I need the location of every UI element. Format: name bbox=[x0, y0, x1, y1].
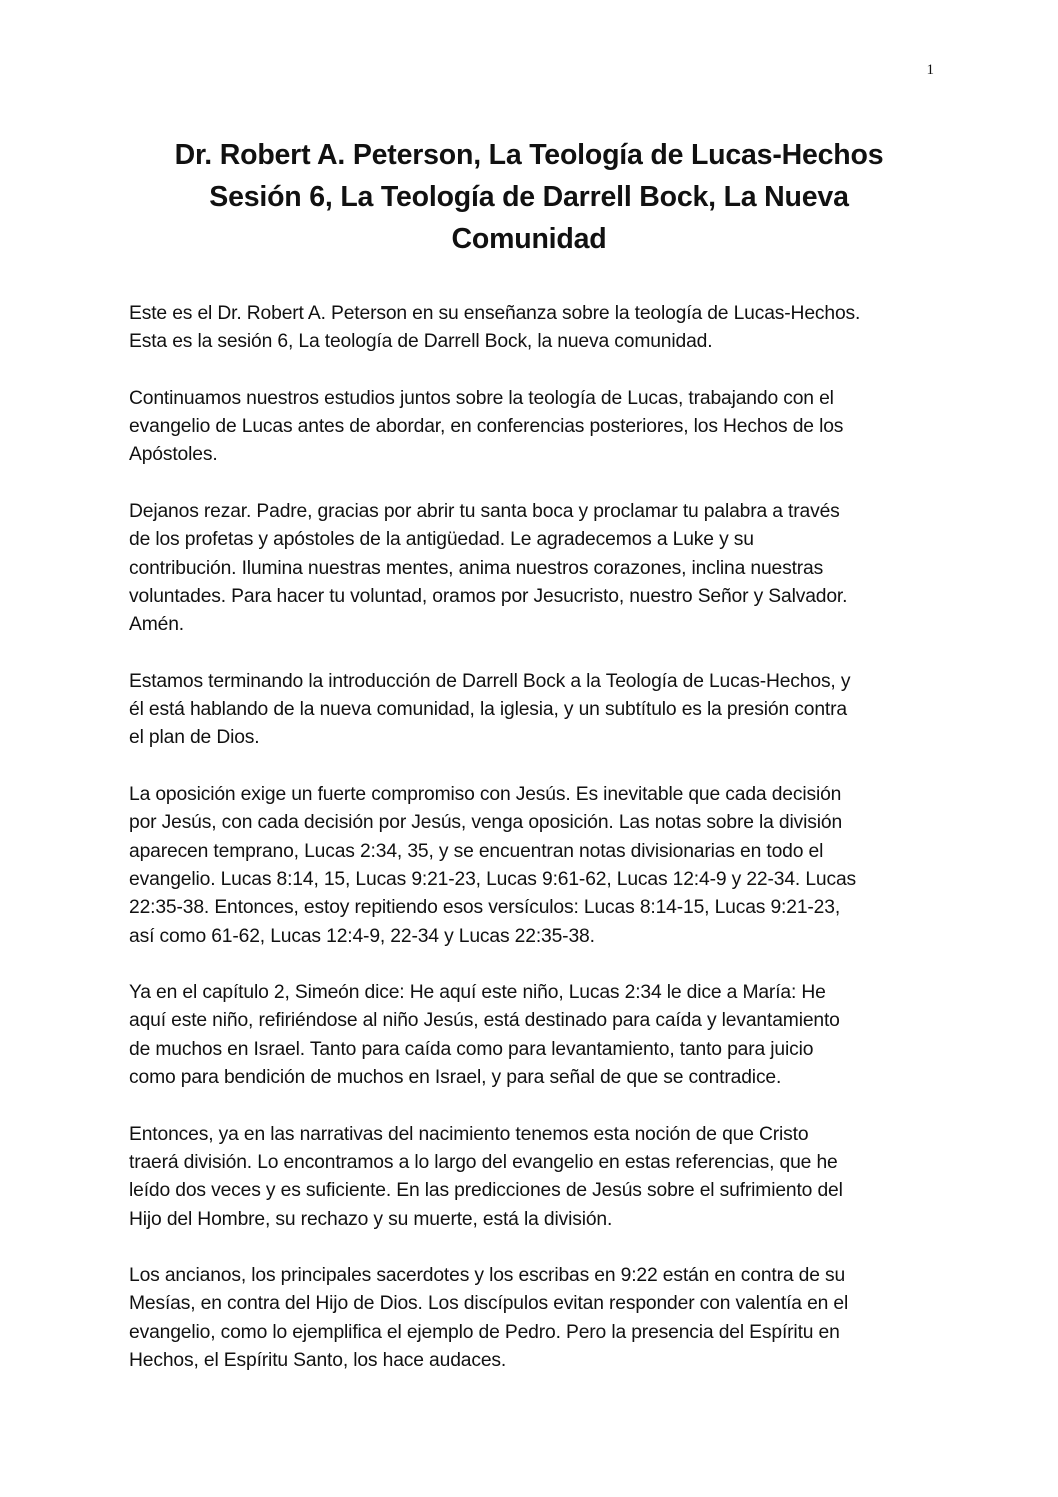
text-line: Los ancianos, los principales sacerdotes y los escribas en 9:22 están en contra de su bbox=[129, 1265, 846, 1287]
text-line: Apóstoles. bbox=[129, 444, 218, 466]
paragraph-introduction-end bbox=[129, 668, 929, 753]
text-line: como para bendición de muchos en Israel, y para señal de que se contradice. bbox=[129, 1067, 782, 1089]
text-line: Este es el Dr. Robert A. Peterson en su enseñanza sobre la teología de Lucas-Hechos. bbox=[129, 303, 861, 324]
document-title bbox=[110, 134, 948, 260]
paragraph-prayer bbox=[129, 498, 929, 639]
paragraph-opposition bbox=[129, 781, 929, 951]
title-line: Dr. Robert A. Peterson, La Teología de Lucas-Hechos bbox=[174, 139, 884, 171]
paragraph-intro bbox=[129, 300, 929, 357]
text-line: Hijo del Hombre, su rechazo y su muerte, está la división. bbox=[129, 1208, 613, 1230]
page-number: 1 bbox=[926, 62, 934, 78]
text-line: Esta es la sesión 6, La teología de Darrell Bock, la nueva comunidad. bbox=[129, 331, 713, 353]
paragraph-simeon bbox=[129, 979, 929, 1092]
text-line: Continuamos nuestros estudios juntos sobre la teología de Lucas, trabajando con el bbox=[129, 387, 834, 409]
text-line: por Jesús, con cada decisión por Jesús, venga oposición. Las notas sobre la división bbox=[129, 812, 843, 834]
text-line: evangelio, como lo ejemplifica el ejemplo de Pedro. Pero la presencia del Espíritu en bbox=[129, 1321, 840, 1343]
text-line: aparecen temprano, Lucas 2:34, 35, y se encuentran notas divisionarias en todo el bbox=[129, 840, 824, 862]
text-line: La oposición exige un fuerte compromiso con Jesús. Es inevitable que cada decisión bbox=[129, 784, 842, 806]
paragraph-elders bbox=[129, 1262, 929, 1375]
text-line: de muchos en Israel. Tanto para caída como para levantamiento, tanto para juicio bbox=[129, 1038, 814, 1060]
text-line: el plan de Dios. bbox=[129, 727, 260, 749]
paragraph-birth-narratives bbox=[129, 1121, 929, 1234]
text-line: evangelio. Lucas 8:14, 15, Lucas 9:21-23, Lucas 9:61-62, Lucas 12:4-9 y 22-34. Lucas bbox=[129, 868, 857, 890]
text-line: Estamos terminando la introducción de Darrell Bock a la Teología de Lucas-Hechos, y bbox=[129, 670, 851, 692]
text-line: leído dos veces y es suficiente. En las predicciones de Jesús sobre el sufrimiento del bbox=[129, 1180, 843, 1202]
text-line: voluntades. Para hacer tu voluntad, oramos por Jesucristo, nuestro Señor y Salvador. bbox=[129, 585, 848, 607]
text-line: Entonces, ya en las narrativas del nacimiento tenemos esta noción de que Cristo bbox=[129, 1123, 809, 1145]
text-line: Mesías, en contra del Hijo de Dios. Los discípulos evitan responder con valentía en el bbox=[129, 1293, 849, 1315]
document-body bbox=[129, 300, 929, 1404]
text-line: contribución. Ilumina nuestras mentes, anima nuestros corazones, inclina nuestras bbox=[129, 557, 824, 579]
text-line: de los profetas y apóstoles de la antigüedad. Le agradecemos a Luke y su bbox=[129, 529, 754, 551]
paragraph-continuation bbox=[129, 385, 929, 470]
text-line: así como 61-62, Lucas 12:4-9, 22-34 y Lucas 22:35-38. bbox=[129, 925, 595, 947]
text-line: Ya en el capítulo 2, Simeón dice: He aquí este niño, Lucas 2:34 le dice a María: He bbox=[129, 982, 826, 1004]
text-line: él está hablando de la nueva comunidad, la iglesia, y un subtítulo es la presión contra bbox=[129, 699, 847, 721]
title-line: Comunidad bbox=[451, 223, 607, 255]
text-line: aquí este niño, refiriéndose al niño Jesús, está destinado para caída y levantamiento bbox=[129, 1010, 840, 1032]
text-line: Amén. bbox=[129, 614, 184, 636]
title-line: Sesión 6, La Teología de Darrell Bock, La Nueva bbox=[209, 181, 849, 213]
text-line: traerá división. Lo encontramos a lo largo del evangelio en estas referencias, que he bbox=[129, 1151, 838, 1173]
text-line: Hechos, el Espíritu Santo, los hace audaces. bbox=[129, 1349, 507, 1371]
text-line: 22:35-38. Entonces, estoy repitiendo esos versículos: Lucas 8:14-15, Lucas 9:21-23, bbox=[129, 897, 841, 919]
text-line: Dejanos rezar. Padre, gracias por abrir tu santa boca y proclamar tu palabra a través bbox=[129, 501, 840, 523]
text-line: evangelio de Lucas antes de abordar, en conferencias posteriores, los Hechos de los bbox=[129, 416, 844, 438]
